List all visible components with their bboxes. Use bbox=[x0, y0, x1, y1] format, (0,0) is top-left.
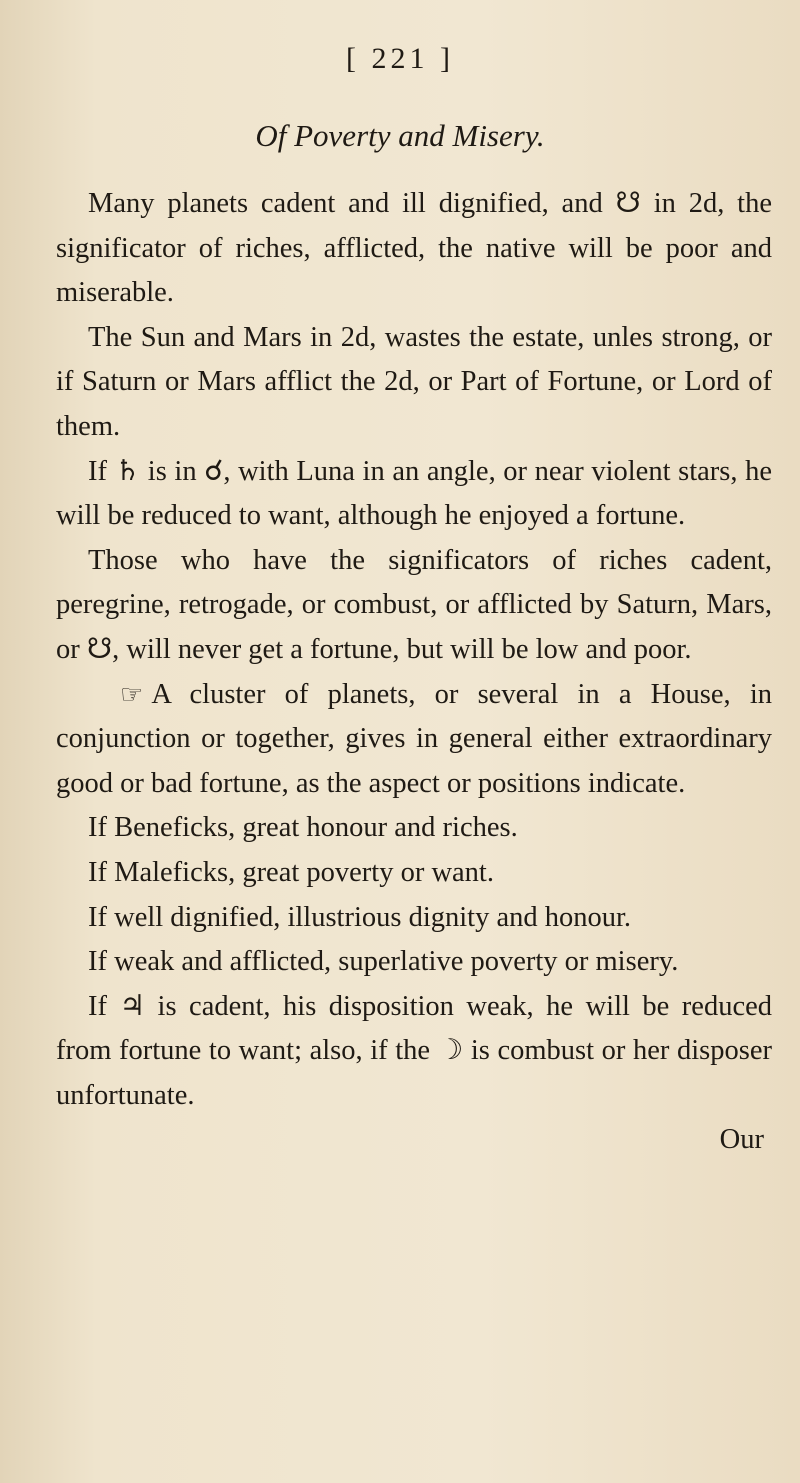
paragraph-8: If well dignified, illustrious dignity and honour. bbox=[88, 901, 632, 933]
paragraph-1: Many planets cadent and ill dignified, and ☋ in 2d, the significator of riches, afflicted, the native will be poor and miserable. bbox=[56, 188, 772, 309]
page-number: [ 221 ] bbox=[346, 42, 454, 75]
paragraph-4: Those who have the significators of riches cadent, peregrine, retrogade, or combust, or afflicted by Saturn, Mars, or ☋, will never get a fortune, but will be low and poor. bbox=[56, 544, 772, 665]
catchword: Our bbox=[719, 1124, 764, 1156]
paragraph-10: If ♃ is cadent, his disposition weak, he will be reduced from fortune to want; also, if the ☽ is combust or her disposer unfortunate. bbox=[56, 990, 772, 1111]
paragraph-9: If weak and afflicted, superlative poverty or misery. bbox=[88, 946, 679, 978]
paragraph-7: If Maleficks, great poverty or want. bbox=[88, 856, 494, 888]
chapter-title: Of Poverty and Misery. bbox=[255, 118, 545, 153]
pointing-hand-icon: ☞ bbox=[120, 679, 144, 709]
paragraph-6: If Beneficks, great honour and riches. bbox=[88, 812, 518, 844]
body-text bbox=[56, 182, 772, 1163]
paragraph-2: The Sun and Mars in 2d, wastes the estate, unles strong, or if Saturn or Mars afflict the 2d, or Part of Fortune, or Lord of them. bbox=[56, 321, 772, 442]
paragraph-5 bbox=[56, 673, 772, 807]
paragraph-5-text: A cluster of planets, or several in a House, in conjunction or together, gives in general either extraordinary good or bad fortune, as the aspect or positions indicate. bbox=[56, 678, 772, 799]
paragraph-3: If ♄ is in ☌, with Luna in an angle, or near violent stars, he will be reduced to want, although he enjoyed a fortune. bbox=[56, 455, 772, 532]
